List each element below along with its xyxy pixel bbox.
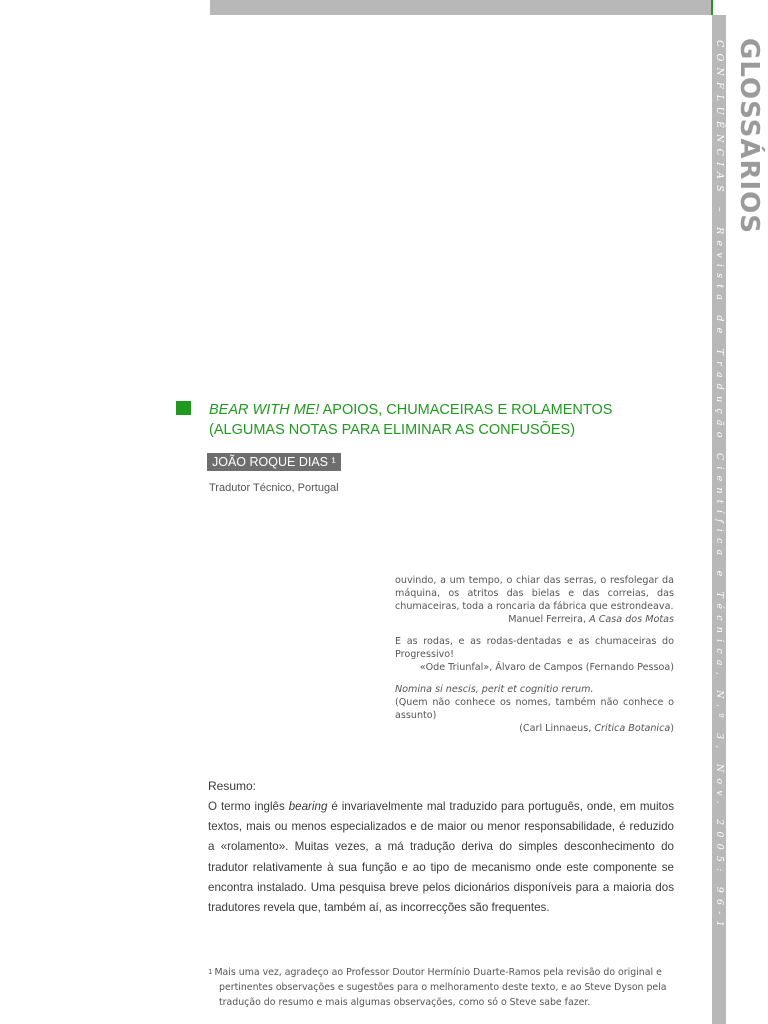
footnote-line-3: tradução do resumo e mais algumas observações, como só o Steve sabe fazer. <box>219 997 591 1008</box>
footnote-line-2: pertinentes observações e sugestões para o melhoramento deste texto, e ao Steve Dyson pela <box>219 982 667 993</box>
title-italic: BEAR WITH ME! <box>209 402 320 418</box>
epigraph-2-text: E as rodas, e as rodas-dentadas e as chumaceiras do Progressivo! <box>395 636 674 660</box>
section-logo: GLOSSÁRIOS <box>734 38 764 235</box>
author-name: JOÃO ROQUE DIAS ¹ <box>207 453 341 471</box>
article-title <box>209 400 649 440</box>
epigraph-3-close: ) <box>670 723 674 734</box>
abstract-part-2: é invariavelmente mal traduzido para português, onde, em muitos textos, mais ou menos especializados e de maior ou menor responsabilidade, é reduzido a «rolamento». Muitas vezes, a má tradução deriva do simples desconhecimento do tradutor relativamente à sua função e ao tipo de mecanismo onde este componente se encontra instalado. Uma pesquisa breve pelos dicionários disponíveis para a maioria dos tradutores revela que, também aí, as incorrecções são frequentes. <box>208 800 674 915</box>
title-rest: APOIOS, CHUMACEIRAS E ROLAMENTOS (ALGUMAS NOTAS PARA ELIMINAR AS CONFUSÕES) <box>209 402 613 438</box>
epigraph-3-text: (Quem não conhece os nomes, também não conhece o assunto) <box>395 697 674 721</box>
epigraph-3-latin <box>395 683 674 696</box>
epigraph-1-text: ouvindo, a um tempo, o chiar das serras, o resfolegar da máquina, os atritos das bielas e das correias, das chumaceiras, toda a roncaria da fábrica que estrondeava. <box>395 575 674 612</box>
footnote-marker: 1 <box>208 968 213 976</box>
epigraphs <box>395 574 674 735</box>
epigraph-1-author: Manuel Ferreira, <box>508 614 590 625</box>
epigraph-2-source: «Ode Triunfal», Álvaro de Campos (Fernando Pessoa) <box>419 662 674 673</box>
epigraph-3-latin-text: Nomina si nescis, perit et cognitio rerum. <box>395 684 594 695</box>
epigraph-3-author: (Carl Linnaeus, <box>519 723 595 734</box>
abstract-part-1: O termo inglês <box>208 800 289 813</box>
epigraph-1-source <box>395 613 674 626</box>
abstract-heading: Resumo: <box>208 779 257 793</box>
abstract-term: bearing <box>288 800 328 813</box>
epigraph-3-source <box>395 722 674 735</box>
top-gray-bar <box>210 0 712 15</box>
footnote-text-1: Mais uma vez, agradeço ao Professor Doutor Hermínio Duarte-Ramos pela revisão do original e <box>214 967 662 978</box>
footnote-line-1 <box>208 965 674 980</box>
journal-running-head: CONFLUÊNCIAS – Revista de Tradução Científica e Técnica, N.º 3, Nov. 2005: 96-1 <box>714 40 725 933</box>
epigraph-3-work: Critica Botanica <box>594 723 671 734</box>
footnote <box>208 965 674 1010</box>
title-marker-square <box>176 401 191 415</box>
abstract-body <box>208 797 674 917</box>
author-affiliation: Tradutor Técnico, Portugal <box>209 482 339 494</box>
epigraph-1-work: A Casa dos Motas <box>589 614 674 625</box>
top-green-accent <box>711 0 713 15</box>
